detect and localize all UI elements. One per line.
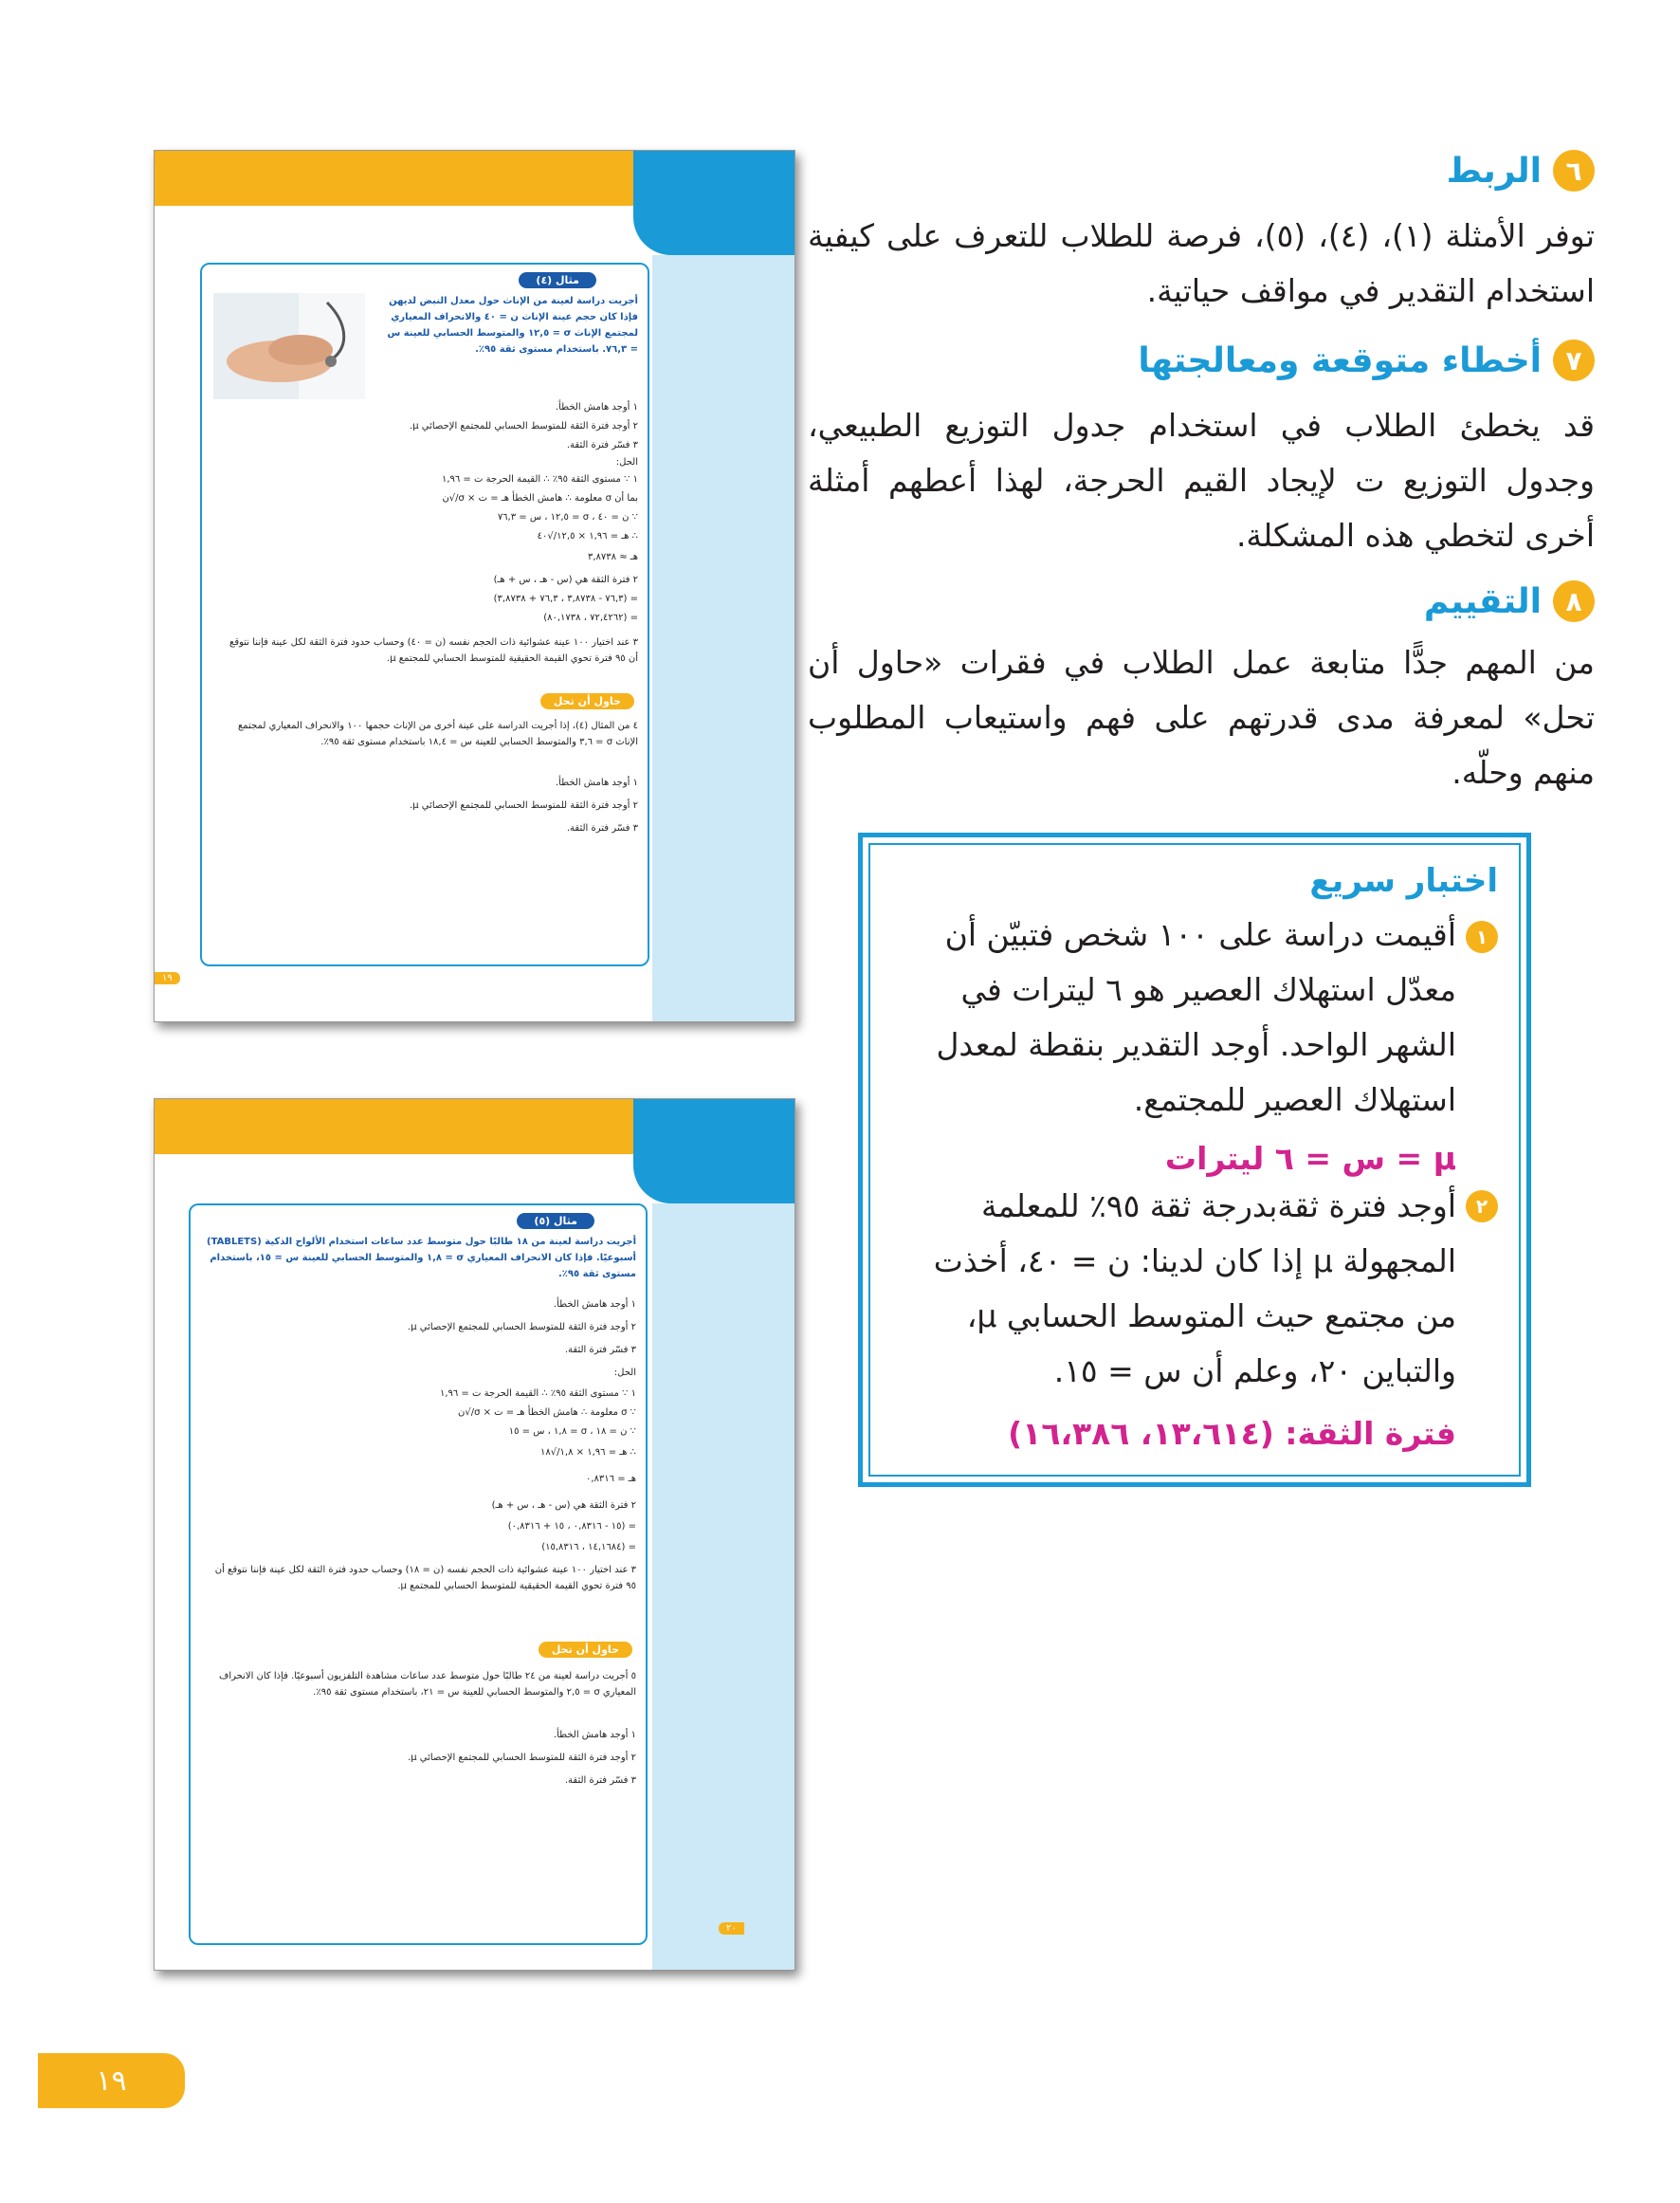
quiz-q1-text: أقيمت دراسة على ١٠٠ شخص فتبيّن أن معدّل استهلاك العصير هو ٦ ليترات في الشهر الواحد. أوجد التقدير بنقطة لمعدل استهلاك العصير للمجتمع.: [936, 916, 1456, 1118]
page-side-strip-2: [652, 1203, 794, 1970]
quiz-q2-answer: فترة الثقة: (١٣،٦١٤، ١٦،٣٨٦): [1008, 1415, 1456, 1452]
quiz-q2-number: ٢: [1466, 1190, 1498, 1222]
example-4-line-7: ∵ ن = ٤٠ ، σ = ١٢,٥ ، س = ٧٦,٣: [497, 512, 638, 523]
example-5-box: [189, 1203, 648, 1945]
section-6-heading: [1447, 150, 1595, 192]
try-1-line-1: ١ أوجد هامش الخطأ.: [555, 778, 638, 788]
example-5-intro: أجريت دراسة لعينة من ١٨ طالبًا حول متوسط عدد ساعات استخدام الألواح الذكية (TABLETS) أسبوعيًا. فإذا كان الانحراف المعياري σ = ١,٨ والمتوسط الحسابي للعينة س = ١٥، باستخدام مستوى ثقة ٩٥٪.: [206, 1237, 636, 1279]
example-5-line-3: ٣ فسّر فترة الثقة.: [564, 1345, 636, 1355]
example-5-line-2: ٢ أوجد فترة الثقة للمتوسط الحسابي للمجتمع الإحصائي μ.: [408, 1322, 636, 1332]
try-1-line-2: ٢ أوجد فترة الثقة للمتوسط الحسابي للمجتمع الإحصائي μ.: [410, 800, 638, 811]
example-4-line-1: ١ أوجد هامش الخطأ.: [555, 402, 638, 413]
example-4-box: [200, 263, 649, 966]
try-2-line-1: ١ أوجد هامش الخطأ.: [553, 1730, 636, 1740]
section-7-title: أخطاء متوقعة ومعالجتها: [1138, 340, 1542, 380]
section-6-body: توفر الأمثلة (١)، (٤)، (٥)، فرصة للطلاب للتعرف على كيفية استخدام التقدير في مواقف حياتية.: [808, 217, 1596, 309]
example-4-badge: مثال (٤): [519, 272, 596, 288]
section-6-number: ٦: [1553, 150, 1595, 192]
page-side-strip: [652, 255, 794, 1021]
example-4-line-2: ٢ أوجد فترة الثقة للمتوسط الحسابي للمجتمع الإحصائي μ.: [410, 421, 638, 431]
example-4-intro: أجريت دراسة لعينة من الإناث حول معدل النبض لديهن فإذا كان حجم عينة الإناث ن = ٤٠ والانحراف المعياري لمجتمع الإناث σ = ١٢,٥ والمتوسط الحسابي للعينة س = ٧٦,٣. باستخدام مستوى ثقة ٩٥٪.: [387, 296, 638, 355]
section-8-title: التقييم: [1423, 581, 1542, 621]
section-6-title: الربط: [1446, 151, 1542, 191]
example-4-line-9: هـ ≈ ٣,٨٧٣٨: [588, 552, 638, 562]
page-header-yellow-2: [155, 1099, 638, 1154]
page-header-blue-2: [633, 1099, 794, 1203]
example-4-line-3: ٣ فسّر فترة الثقة.: [566, 440, 638, 450]
example-5-line-11: = (١٥ - ٠,٨٣١٦ ، ١٥ + ٠,٨٣١٦): [507, 1521, 636, 1532]
quiz-q2-text: أوجد فترة ثقةبدرجة ثقة ٩٥٪ للمعلمة المجهولة μ إذا كان لدينا: ن = ٤٠، أخذت من مجتمع حيث المتوسط الحسابي μ، والتباين ٢٠، وعلم أن س = ١٥.: [933, 1187, 1456, 1389]
example-5-line-9: هـ = ٠,٨٣١٦: [586, 1474, 636, 1484]
example-5-line-7: ∵ ن = ١٨ ، σ = ١,٨ ، س = ١٥: [508, 1426, 636, 1437]
try-badge-2: حاول أن تحل: [539, 1642, 632, 1658]
section-8-heading: [1424, 580, 1595, 622]
try-1-question: ٤ من المثال (٤)، إذا أجريت الدراسة على عينة أخرى من الإناث حجمها ١٠٠ والانحراف المعياري لمجتمع الإناث σ = ٣,٦ والمتوسط الحسابي للعينة س = ١٨,٤ باستخدام مستوى ثقة ٩٥٪.: [237, 721, 638, 747]
example-5-badge: مثال (٥): [517, 1213, 594, 1229]
example-5-solution-label: الحل:: [613, 1368, 636, 1378]
quiz-q1-number: ١: [1466, 921, 1498, 953]
example-4-solution-label: الحل:: [615, 457, 638, 468]
example-5-line-5: ١ ∵ مستوى الثقة ٩٥٪ ∴ القيمة الحرجة ت = ١,٩٦: [439, 1388, 636, 1399]
section-8-number: ٨: [1553, 580, 1595, 622]
try-2-line-3: ٣ فسّر فترة الثقة.: [564, 1775, 636, 1786]
page-number: ١٩: [38, 2053, 185, 2108]
section-7-number: ٧: [1553, 340, 1595, 381]
example-4-line-8: ∴ هـ = ١,٩٦ × ١٢,٥/√٤٠: [537, 531, 638, 542]
page-header-yellow: [155, 151, 638, 206]
student-page-thumbnail-20: [154, 1098, 795, 1971]
example-5-line-8: ∴ هـ = ١,٩٦ × ١,٨/√١٨: [540, 1447, 636, 1458]
try-2-question: ٥ أجريت دراسة لعينة من ٢٤ طالبًا حول متوسط عدد ساعات مشاهدة التلفزيون أسبوعيًا. فإذا كان الانحراف المعياري σ = ٢,٥ والمتوسط الحسابي للعينة س = ٢١، باستخدام مستوى ثقة ٩٥٪.: [218, 1671, 636, 1698]
section-7-body: قد يخطئ الطلاب في استخدام جدول التوزيع الطبيعي، وجدول التوزيع ت لإيجاد القيم الحرجة، لهذا أعطهم أمثلة أخرى لتخطي هذه المشكلة.: [808, 407, 1595, 554]
example-5-line-6: ∵ σ معلومة ∴ هامش الخطأ هـ = ت × σ/√ن: [457, 1407, 636, 1418]
example-4-line-10: ٢ فترة الثقة هي (س - هـ ، س + هـ): [493, 575, 638, 585]
example-4-line-12: = (٧٢,٤٢٦٢ ، ٨٠,١٧٣٨): [543, 613, 638, 623]
try-badge-1: حاول أن تحل: [540, 693, 634, 709]
quiz-title: اختبار سريع: [1309, 862, 1498, 900]
quiz-q1-answer: μ = س = ٦ ليترات: [1164, 1140, 1456, 1177]
example-4-line-13: ٣ عند اختيار ١٠٠ عينة عشوائية ذات الحجم نفسه (ن = ٤٠) وحساب حدود فترة الثقة لكل عينة فإننا نتوقع أن ٩٥ فترة تحوي القيمة الحقيقية للمتوسط الحسابي للمجتمع μ.: [229, 637, 638, 664]
example-5-line-13: ٣ عند اختيار ١٠٠ عينة عشوائية ذات الحجم نفسه (ن = ١٨) وحساب حدود فترة الثقة لكل عينة فإننا نتوقع أن ٩٥ فترة تحوي القيمة الحقيقية للمتوسط الحسابي للمجتمع μ.: [214, 1565, 636, 1591]
student-page-thumbnail-19: [154, 150, 795, 1022]
example-5-line-10: ٢ فترة الثقة هي (س - هـ ، س + هـ): [491, 1500, 636, 1511]
thumb-page-number-20: ٢٠: [719, 1922, 744, 1935]
page-header-blue: [633, 151, 794, 255]
try-2-line-2: ٢ أوجد فترة الثقة للمتوسط الحسابي للمجتمع الإحصائي μ.: [408, 1753, 636, 1763]
section-7-heading: [1138, 340, 1595, 381]
example-4-line-11: = (٧٦,٣ - ٣,٨٧٣٨ ، ٧٦,٣ + ٣,٨٧٣٨): [493, 594, 638, 604]
example-4-line-6: بما أن σ معلومة ∴ هامش الخطأ هـ = ت × σ/√ن: [442, 493, 638, 504]
section-8-body: من المهم جدًّا متابعة عمل الطلاب في فقرات «حاول أن تحل» لمعرفة مدى قدرتهم على فهم واستيعاب المطلوب منهم وحلّه.: [808, 644, 1595, 791]
thumb-page-number-19: ١٩: [155, 972, 180, 984]
try-1-line-3: ٣ فسّر فترة الثقة.: [566, 823, 638, 834]
example-5-line-1: ١ أوجد هامش الخطأ.: [553, 1299, 636, 1310]
example-4-line-5: ١ ∵ مستوى الثقة ٩٥٪ ∴ القيمة الحرجة ت = ١,٩٦: [441, 474, 638, 485]
doctor-hands-image: [213, 293, 365, 399]
example-5-line-12: = (١٤,١٦٨٤ ، ١٥,٨٣١٦): [541, 1542, 636, 1552]
quick-quiz-box: [858, 833, 1531, 1487]
